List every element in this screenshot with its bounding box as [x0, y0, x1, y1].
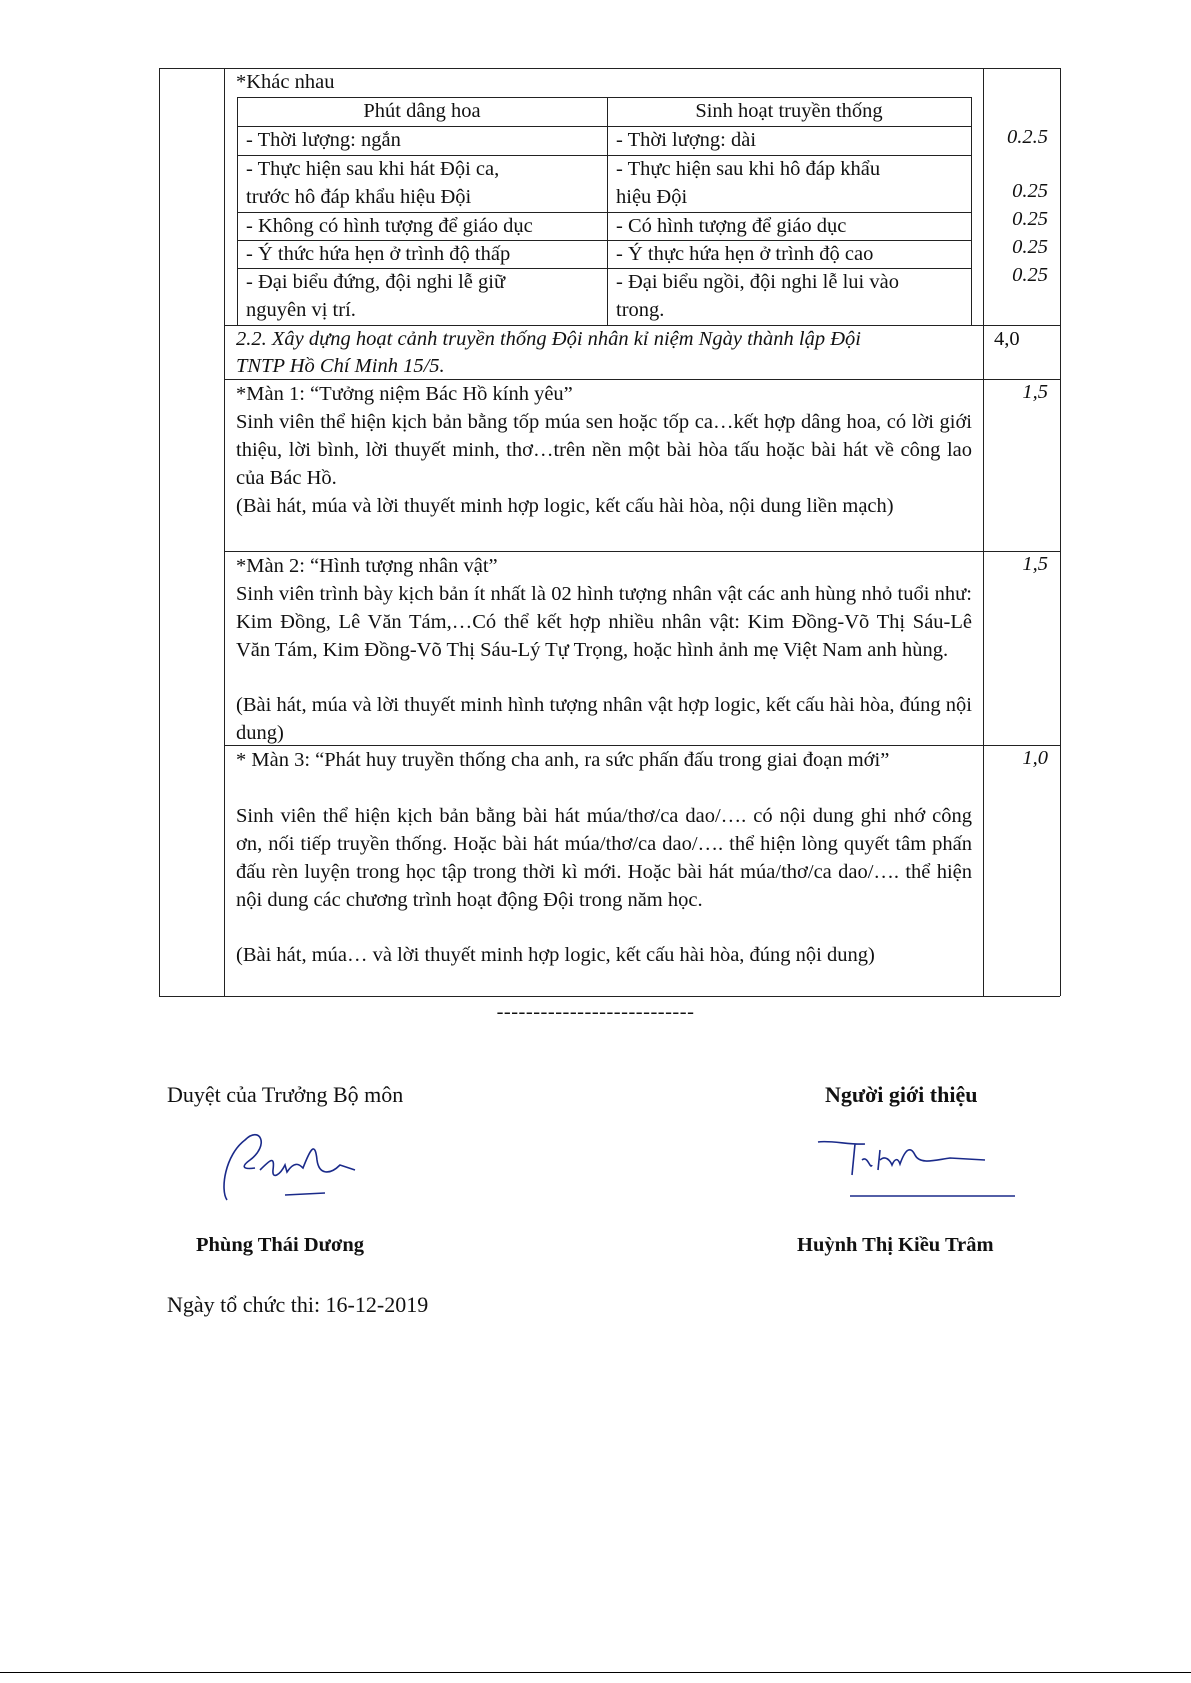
- compare-cell: - Đại biểu đứng, đội nghi lễ giữ: [246, 271, 506, 293]
- compare-cell: - Đại biểu ngồi, đội nghi lễ lui vào: [616, 271, 899, 293]
- compare-cell: - Có hình tượng để giáo dục: [616, 215, 847, 237]
- score-value: 0.25: [1012, 264, 1048, 286]
- score-value: 0.25: [1012, 180, 1048, 202]
- compare-cell: - Thực hiện sau khi hát Đội ca,: [246, 158, 500, 180]
- compare-cell: - Thời lượng: ngắn: [246, 129, 401, 151]
- left-signer-name: Phùng Thái Dương: [196, 1234, 364, 1256]
- man2-note: (Bài hát, múa và lời thuyết minh hình tượng nhân vật hợp logic, kết cấu hài hòa, đúng nội dung): [236, 694, 972, 744]
- score-value: 1,5: [1022, 553, 1048, 575]
- score-value: 0.25: [1012, 208, 1048, 230]
- compare-cell: hiệu Đội: [616, 186, 688, 208]
- man1-body: Sinh viên thể hiện kịch bản bằng tốp múa sen hoặc tốp ca…kết hợp dâng hoa, có lời giới thiệu, lời bình, lời thuyết minh, thơ…trên nền một bài hòa tấu hoặc bài hát về công lao của Bác Hồ.: [236, 411, 972, 489]
- compare-mid: [607, 97, 608, 325]
- compare-header-right: Sinh hoạt truyền thống: [695, 100, 883, 122]
- man3-title: * Màn 3: “Phát huy truyền thống cha anh, ra sức phấn đấu trong giai đoạn mới”: [236, 749, 890, 771]
- compare-left: [237, 97, 238, 325]
- section-22-line: TNTP Hồ Chí Minh 15/5.: [236, 355, 445, 377]
- compare-cell: - Ý thức hứa hẹn ở trình độ thấp: [246, 243, 511, 265]
- compare-cell: trước hô đáp khẩu hiệu Đội: [246, 186, 472, 208]
- man1-title: *Màn 1: “Tưởng niệm Bác Hồ kính yêu”: [236, 383, 573, 405]
- table-col1-border: [224, 68, 225, 996]
- compare-right: [971, 97, 972, 325]
- compare-cell: - Thực hiện sau khi hô đáp khẩu: [616, 158, 881, 180]
- table-bottom-border: [159, 996, 1060, 997]
- table-left-border: [159, 68, 160, 996]
- khac-nhau-heading: *Khác nhau: [236, 71, 335, 93]
- score-value: 0.25: [1012, 236, 1048, 258]
- compare-cell: - Ý thực hứa hẹn ở trình độ cao: [616, 243, 874, 265]
- separator-dashes: ---------------------------: [496, 1001, 695, 1023]
- right-signature-title: Người giới thiệu: [825, 1082, 978, 1107]
- score-value: 1,5: [1022, 381, 1048, 403]
- score-value: 1,0: [1022, 747, 1048, 769]
- compare-cell: nguyên vị trí.: [246, 299, 356, 321]
- compare-header-left: Phút dâng hoa: [363, 100, 481, 122]
- compare-cell: - Thời lượng: dài: [616, 129, 757, 151]
- man3-note: (Bài hát, múa… và lời thuyết minh hợp logic, kết cấu hài hòa, đúng nội dung): [236, 944, 875, 966]
- score-value: 0.2.5: [1007, 126, 1048, 148]
- left-signature-title: Duyệt của Trưởng Bộ môn: [167, 1082, 404, 1107]
- score-value: 4,0: [994, 328, 1020, 350]
- man2-body: Sinh viên trình bày kịch bản ít nhất là 02 hình tượng nhân vật các anh hùng nhỏ tuổi như: Kim Đồng, Lê Văn Tám,…Có thể kết hợp nhiều nhân vật: Kim Đồng-Võ Thị Sáu-Lê Văn Tám, Kim Đồng-Võ Thị Sáu-Lý Tự Trọng, hoặc hình ảnh mẹ Việt Nam anh hùng.: [236, 583, 972, 661]
- right-signer-name: Huỳnh Thị Kiều Trâm: [797, 1234, 994, 1256]
- right-signature-image: [810, 1120, 1030, 1200]
- man1-note: (Bài hát, múa và lời thuyết minh hợp logic, kết cấu hài hòa, nội dung liền mạch): [236, 495, 894, 517]
- compare-cell: trong.: [616, 299, 665, 321]
- page-bottom-rule: [0, 1672, 1191, 1673]
- section-22-line: 2.2. Xây dựng hoạt cảnh truyền thống Đội nhân kỉ niệm Ngày thành lập Đội: [236, 328, 861, 350]
- left-signature-image: [215, 1120, 395, 1210]
- man3-body: Sinh viên thể hiện kịch bản bằng bài hát múa/thơ/ca dao/…. có nội dung ghi nhớ công ơn, nối tiếp truyền thống. Hoặc bài hát múa/thơ/ca dao/…. thể hiện lòng quyết tâm phấn đấu rèn luyện trong học tập trong thời kì mới. Hoặc bài hát múa/thơ/ca dao/…. thể hiện nội dung các chương trình hoạt động Đội trong năm học.: [236, 805, 972, 911]
- man2-title: *Màn 2: “Hình tượng nhân vật”: [236, 555, 498, 577]
- compare-cell: - Không có hình tượng để giáo dục: [246, 215, 533, 237]
- exam-date: Ngày tổ chức thi: 16-12-2019: [167, 1292, 429, 1317]
- table-right-border: [1060, 68, 1061, 996]
